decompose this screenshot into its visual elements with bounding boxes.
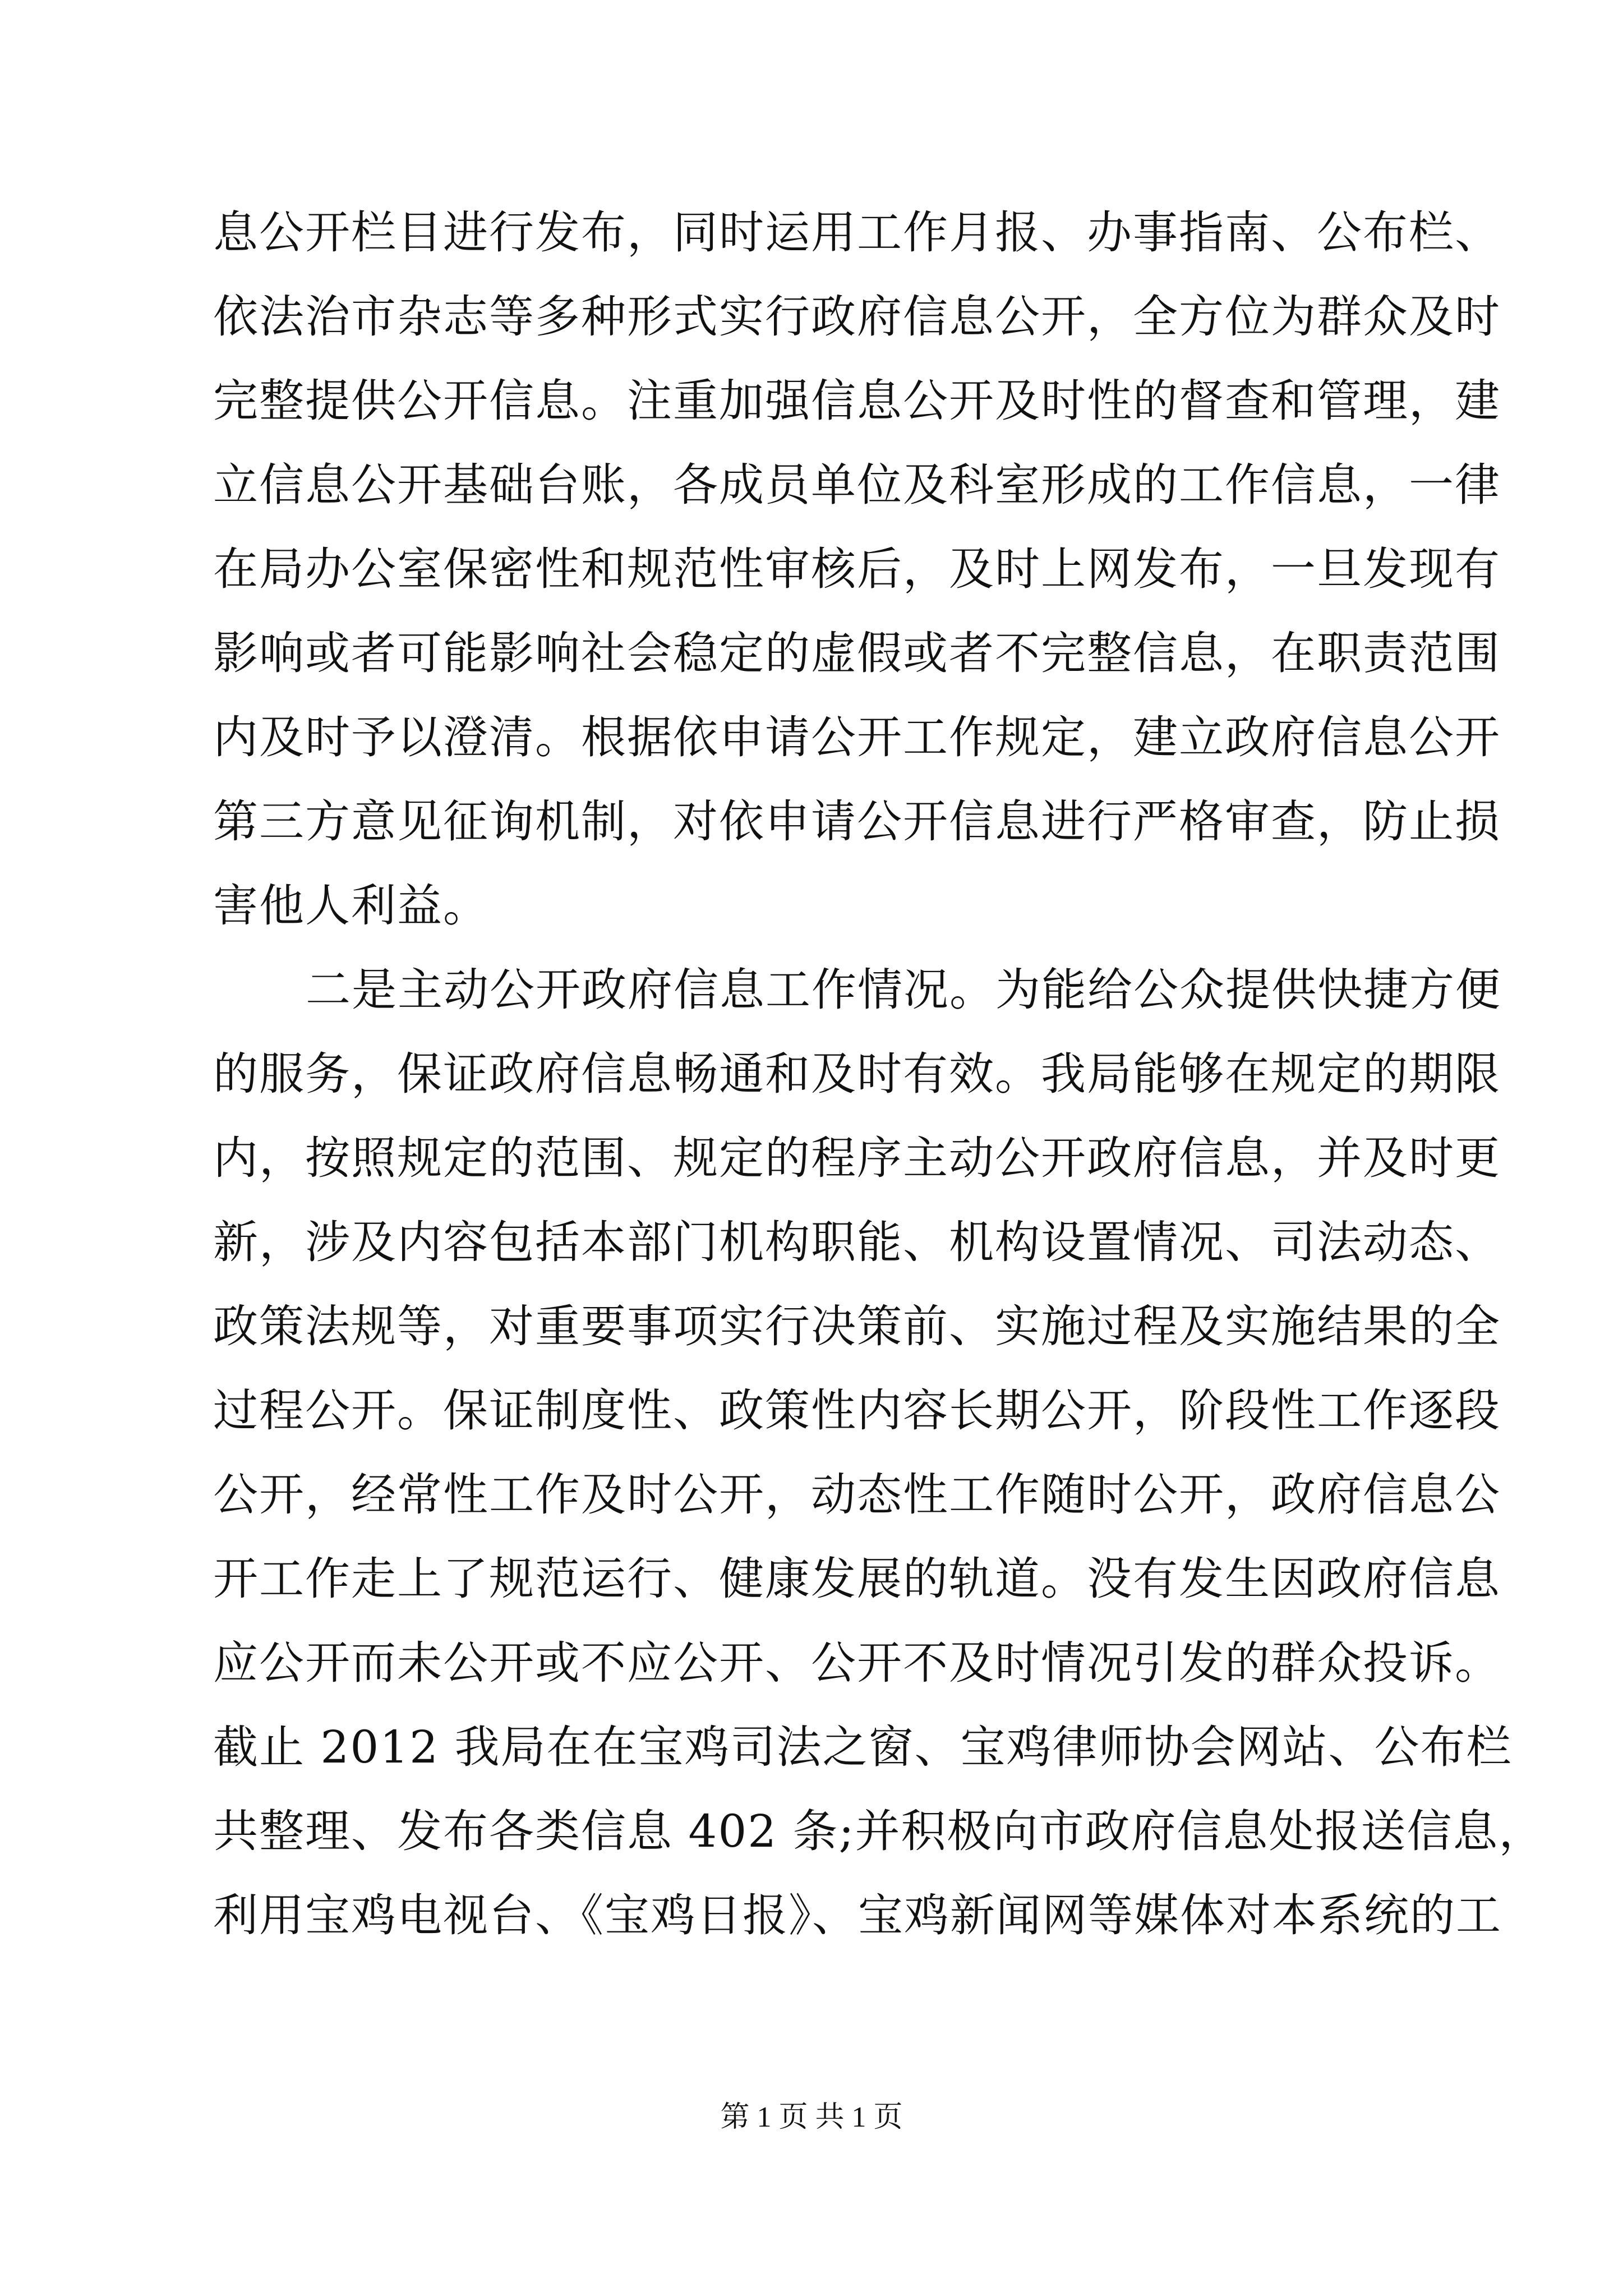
text-line: 第三方意见征询机制，对依申请公开信息进行严格审查，防止损 bbox=[213, 795, 1501, 848]
text-line: 截止 2012 我局在在宝鸡司法之窗、宝鸡律师协会网站、公布栏 bbox=[213, 1721, 1513, 1773]
text-line: 开工作走上了规范运行、健康发展的轨道。没有发生因政府信息 bbox=[213, 1553, 1501, 1605]
page-number-footer: 第 1 页 共 1 页 bbox=[720, 2101, 903, 2133]
document-body bbox=[213, 191, 1545, 1958]
text-line: 共整理、发布各类信息 402 条;并积极向市政府信息处报送信息， bbox=[213, 1805, 1545, 1857]
text-line: 内及时予以澄清。根据依申请公开工作规定，建立政府信息公开 bbox=[213, 711, 1501, 763]
text-line: 应公开而未公开或不应公开、公开不及时情况引发的群众投诉。 bbox=[213, 1637, 1501, 1689]
text-line: 的服务，保证政府信息畅通和及时有效。我局能够在规定的期限 bbox=[213, 1048, 1501, 1100]
text-line: 公开，经常性工作及时公开，动态性工作随时公开，政府信息公 bbox=[213, 1469, 1501, 1521]
paragraph-1 bbox=[213, 191, 1501, 948]
text-line: 利用宝鸡电视台、《宝鸡日报》、宝鸡新闻网等媒体对本系统的工 bbox=[213, 1889, 1502, 1941]
text-line: 完整提供公开信息。注重加强信息公开及时性的督查和管理，建 bbox=[213, 375, 1501, 427]
text-line: 害他人利益。 bbox=[213, 880, 489, 932]
text-line: 过程公开。保证制度性、政策性内容长期公开，阶段性工作逐段 bbox=[213, 1384, 1501, 1437]
text-line: 政策法规等，对重要事项实行决策前、实施过程及实施结果的全 bbox=[213, 1300, 1501, 1352]
text-line: 内，按照规定的范围、规定的程序主动公开政府信息，并及时更 bbox=[213, 1132, 1501, 1184]
text-line: 息公开栏目进行发布，同时运用工作月报、办事指南、公布栏、 bbox=[213, 206, 1501, 259]
text-line: 立信息公开基础台账，各成员单位及科室形成的工作信息，一律 bbox=[213, 459, 1501, 511]
text-line: 在局办公室保密性和规范性审核后，及时上网发布，一旦发现有 bbox=[213, 543, 1501, 595]
text-line: 依法治市杂志等多种形式实行政府信息公开，全方位为群众及时 bbox=[213, 291, 1501, 343]
text-line: 影响或者可能影响社会稳定的虚假或者不完整信息，在职责范围 bbox=[213, 627, 1501, 679]
text-line: 二是主动公开政府信息工作情况。为能给公众提供快捷方便 bbox=[306, 964, 1501, 1016]
text-line: 新，涉及内容包括本部门机构职能、机构设置情况、司法动态、 bbox=[213, 1216, 1501, 1268]
paragraph-2 bbox=[213, 948, 1545, 1958]
